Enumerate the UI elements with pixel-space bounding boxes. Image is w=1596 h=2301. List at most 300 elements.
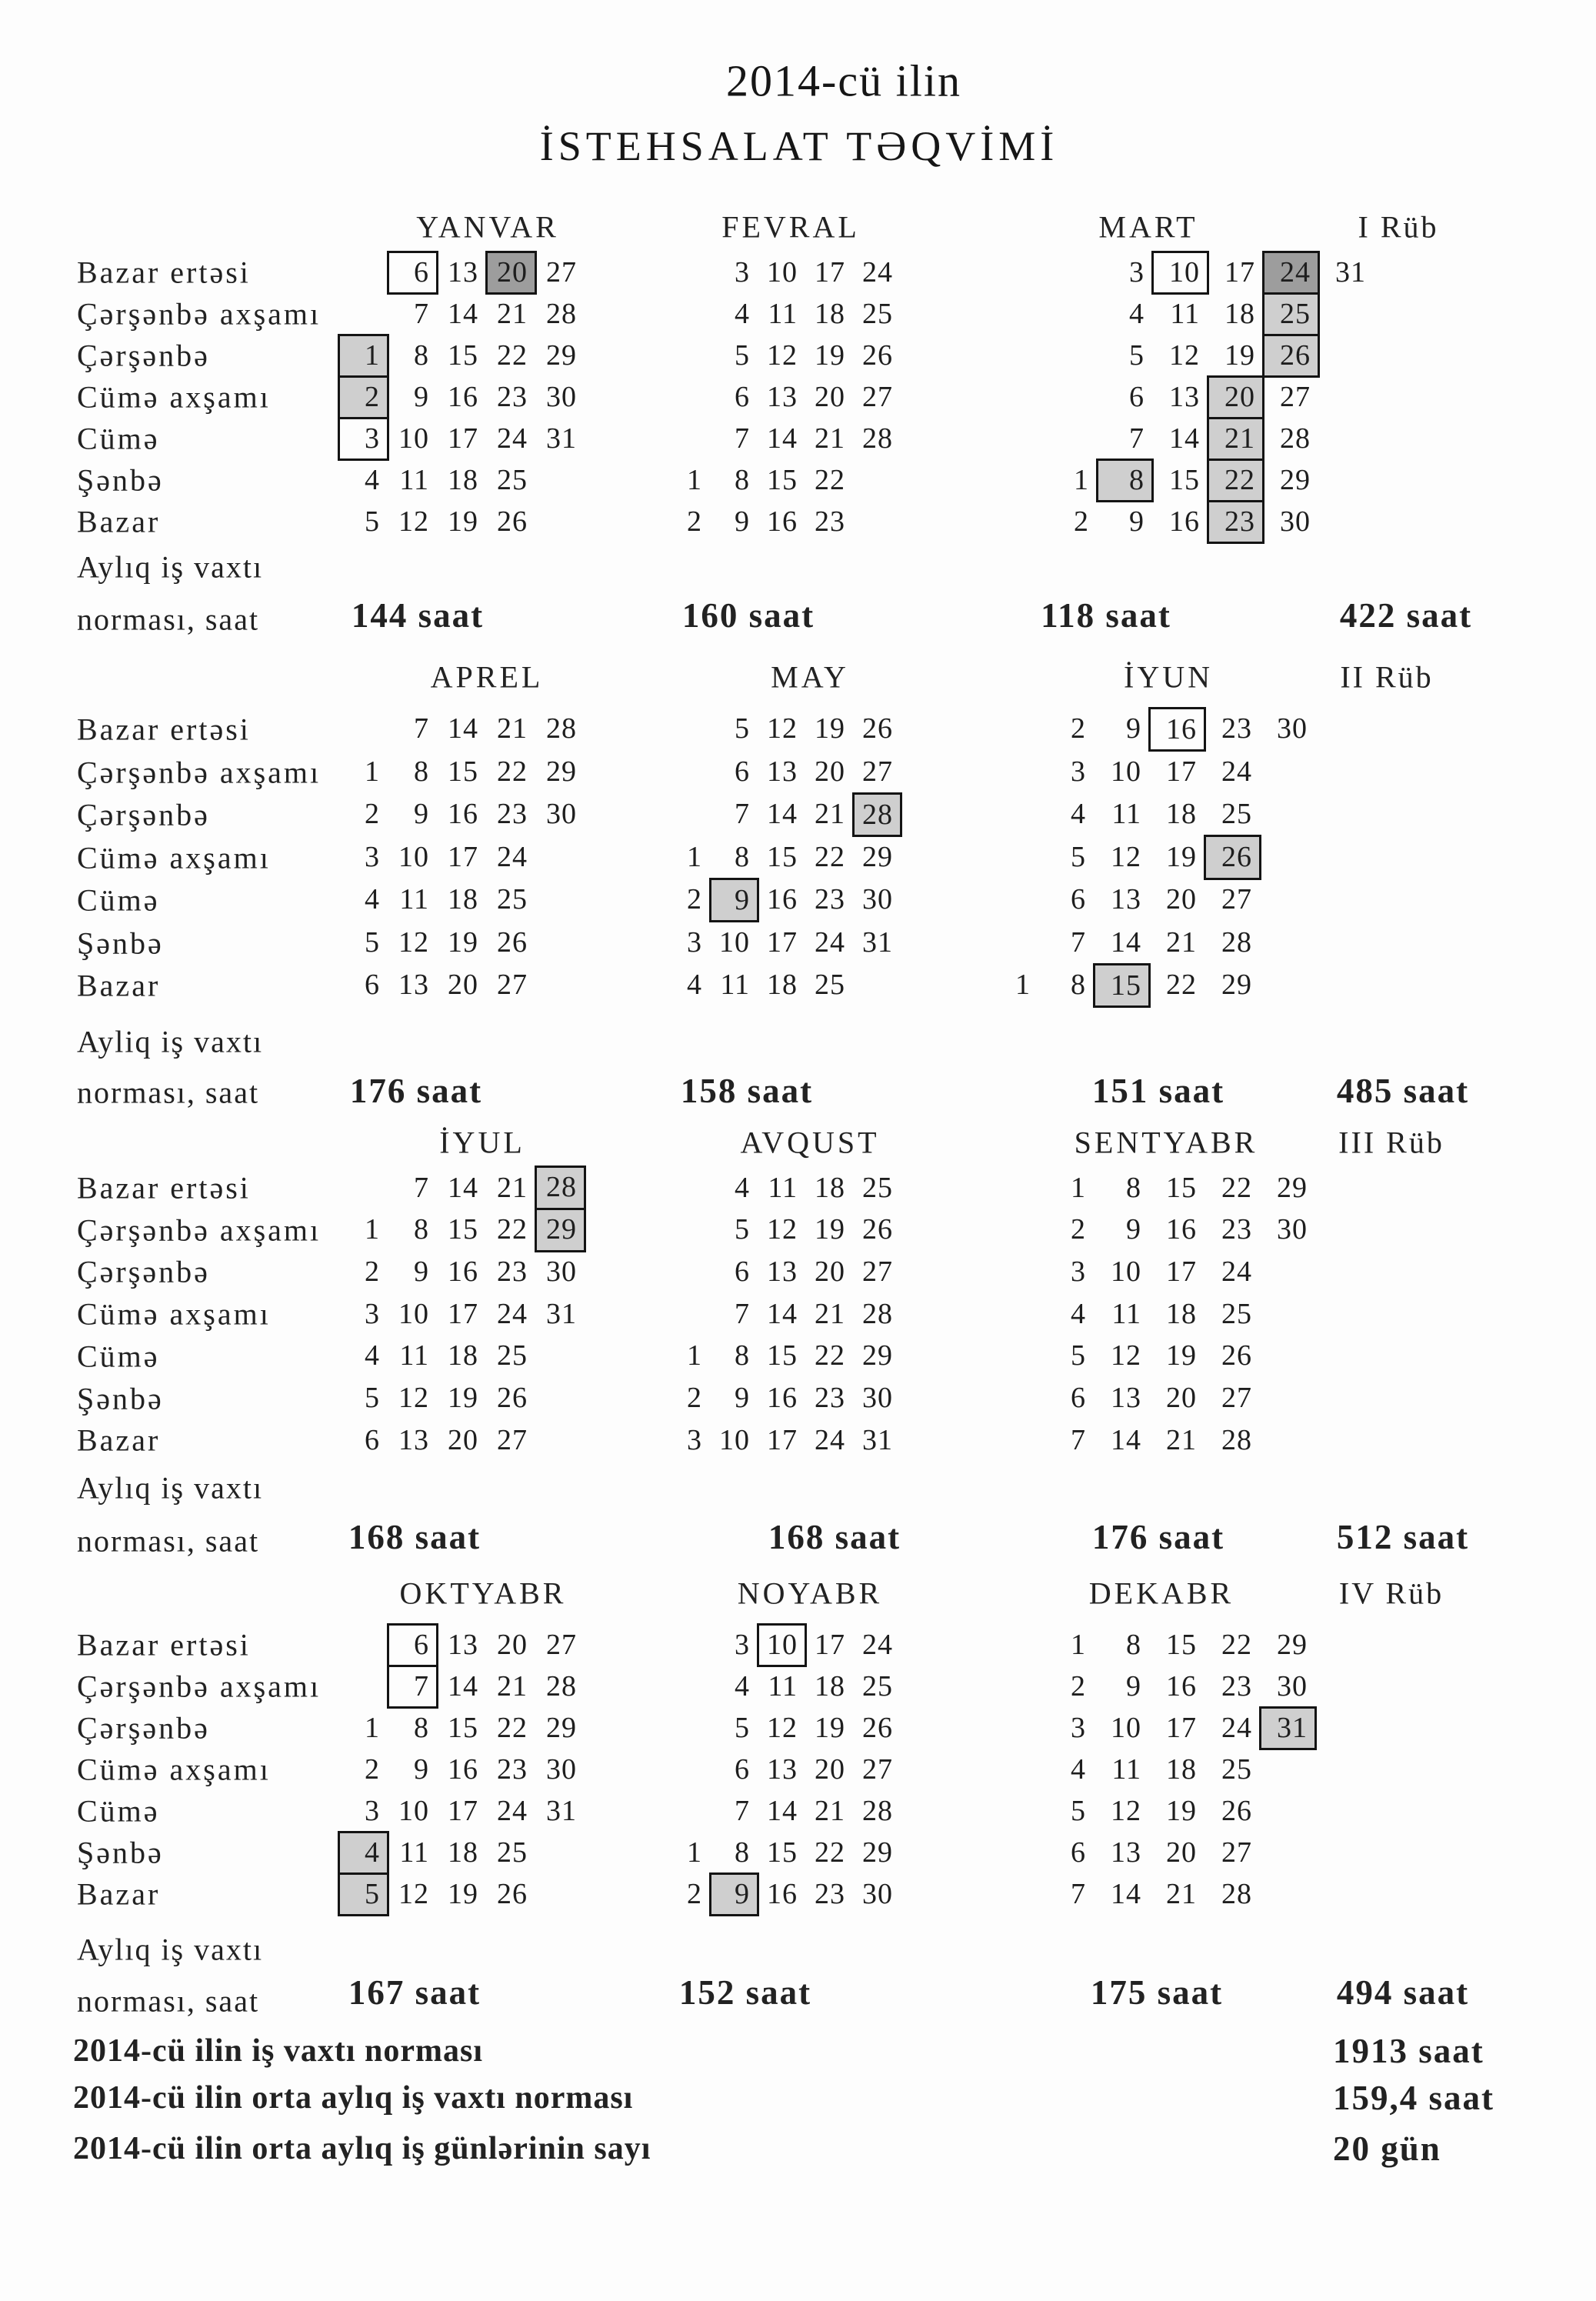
day-cell: 28 (546, 298, 577, 330)
day-cell: 21 (1166, 1878, 1197, 1910)
day-cell: 6 (735, 381, 750, 413)
day-cell: 25 (862, 1670, 893, 1702)
day-cell: 3 (1129, 256, 1145, 288)
day-cell: 28 (546, 1670, 577, 1702)
day-cell: 1 (365, 755, 380, 788)
day-cell: 20 (1166, 1836, 1197, 1869)
day-cell: 16 (767, 1878, 798, 1910)
day-cell: 6 (1071, 1836, 1086, 1869)
day-cell: 1 (1071, 1171, 1086, 1204)
day-cell: 15 (767, 1836, 798, 1869)
weekday-label: Çərşənbə axşamı (77, 296, 322, 332)
day-cell: 26 (497, 505, 528, 538)
day-cell-marked: 24 (1262, 251, 1320, 295)
day-cell: 23 (1221, 712, 1252, 745)
weekday-label: Bazar (77, 1876, 161, 1912)
day-cell: 1 (687, 1339, 702, 1372)
day-cell: 17 (815, 256, 845, 288)
day-cell: 23 (1221, 1670, 1252, 1702)
day-cell: 22 (497, 339, 528, 372)
month-name: DEKABR (1088, 1576, 1234, 1611)
day-cell: 5 (365, 505, 380, 538)
day-cell: 8 (1126, 1629, 1141, 1661)
weekday-label: Çərşənbə (77, 338, 210, 373)
day-cell-marked: 1 (338, 334, 389, 378)
day-cell: 16 (448, 1753, 478, 1786)
day-cell: 6 (1071, 1382, 1086, 1415)
day-cell: 28 (862, 1297, 893, 1330)
day-cell: 24 (815, 1423, 845, 1456)
day-cell: 22 (815, 840, 845, 873)
day-cell: 12 (1111, 1339, 1141, 1372)
day-cell: 12 (398, 1382, 429, 1415)
day-cell: 27 (1221, 883, 1252, 916)
day-cell: 19 (815, 1213, 845, 1246)
day-cell: 27 (862, 1256, 893, 1289)
day-cell: 28 (1221, 1423, 1252, 1456)
day-cell: 4 (1071, 1753, 1086, 1786)
day-cell: 21 (1166, 1423, 1197, 1456)
day-cell: 13 (1111, 1836, 1141, 1869)
day-cell: 4 (735, 1171, 750, 1204)
day-cell: 24 (815, 925, 845, 959)
day-cell: 10 (767, 256, 798, 288)
month-hours: 175 saat (1090, 1973, 1224, 2012)
day-cell-marked: 4 (338, 1831, 389, 1875)
quarter-hours: 494 saat (1336, 1973, 1470, 2012)
day-cell: 22 (1221, 1171, 1252, 1204)
day-cell: 8 (1126, 1171, 1141, 1204)
day-cell: 15 (448, 755, 478, 788)
day-cell: 10 (1111, 1256, 1141, 1289)
day-cell: 19 (448, 1382, 478, 1415)
day-cell: 27 (1280, 381, 1311, 413)
day-cell: 27 (497, 1423, 528, 1456)
day-cell: 2 (687, 505, 702, 538)
day-cell: 16 (448, 1256, 478, 1289)
day-cell: 22 (815, 464, 845, 496)
day-cell: 15 (1169, 464, 1200, 496)
day-cell: 2 (1071, 1670, 1086, 1702)
day-cell: 1 (365, 1213, 380, 1246)
day-cell: 17 (448, 422, 478, 455)
day-cell: 13 (1111, 883, 1141, 916)
day-cell: 18 (815, 298, 845, 330)
weekday-label: Cümə (77, 882, 160, 918)
weekday-label: Cümə (77, 1793, 160, 1829)
day-cell: 17 (448, 1297, 478, 1330)
day-cell: 7 (414, 712, 429, 745)
day-cell: 25 (862, 298, 893, 330)
weekday-label: Bazar (77, 504, 161, 539)
quarter-label: III Rüb (1338, 1125, 1444, 1160)
day-cell: 17 (1224, 256, 1255, 288)
day-cell: 29 (1277, 1171, 1308, 1204)
day-cell: 29 (546, 339, 577, 372)
day-cell: 27 (1221, 1836, 1252, 1869)
day-cell: 18 (1166, 1753, 1197, 1786)
day-cell: 15 (448, 1712, 478, 1744)
day-cell: 23 (497, 1256, 528, 1289)
day-cell: 19 (1224, 339, 1255, 372)
day-cell: 17 (815, 1629, 845, 1661)
day-cell: 14 (448, 298, 478, 330)
summary-value: 159,4 saat (1333, 2079, 1494, 2117)
quarter-hours: 485 saat (1336, 1072, 1470, 1110)
day-cell: 30 (862, 1878, 893, 1910)
day-cell: 20 (1166, 883, 1197, 916)
day-cell: 13 (448, 1629, 478, 1661)
day-cell: 3 (687, 925, 702, 959)
day-cell: 31 (1335, 256, 1366, 288)
month-hours: 158 saat (680, 1072, 814, 1110)
day-cell: 11 (768, 298, 798, 330)
day-cell: 16 (767, 1382, 798, 1415)
day-cell: 20 (1166, 1382, 1197, 1415)
day-cell: 5 (735, 712, 750, 745)
quarter-label: II Rüb (1340, 659, 1434, 695)
day-cell: 19 (815, 339, 845, 372)
weekday-label: Çərşənbə axşamı (77, 1669, 322, 1704)
day-cell: 12 (767, 712, 798, 745)
day-cell: 21 (1166, 925, 1197, 959)
day-cell: 25 (497, 1339, 528, 1372)
day-cell: 29 (1280, 464, 1311, 496)
day-cell: 2 (365, 1753, 380, 1786)
weekday-label: Şənbə (77, 925, 164, 960)
month-name: YANVAR (416, 209, 559, 245)
day-cell: 18 (1166, 798, 1197, 831)
month-hours: 152 saat (678, 1973, 812, 2012)
quarter-label: IV Rüb (1338, 1576, 1444, 1611)
day-cell: 29 (862, 840, 893, 873)
day-cell: 1 (365, 1712, 380, 1744)
day-cell: 14 (767, 1795, 798, 1827)
day-cell: 2 (365, 1256, 380, 1289)
weekday-label: Bazar ertəsi (77, 255, 251, 290)
day-cell: 5 (1129, 339, 1145, 372)
day-cell: 10 (719, 1423, 750, 1456)
day-cell: 2 (1074, 505, 1089, 538)
day-cell: 5 (1071, 1795, 1086, 1827)
day-cell: 1 (1071, 1629, 1086, 1661)
day-cell: 6 (735, 1256, 750, 1289)
day-cell: 23 (497, 798, 528, 831)
day-cell: 24 (497, 422, 528, 455)
day-cell: 25 (497, 883, 528, 916)
day-cell-marked: 10 (757, 1623, 807, 1667)
day-cell: 27 (546, 1629, 577, 1661)
day-cell: 18 (448, 464, 478, 496)
day-cell: 8 (735, 1836, 750, 1869)
quarter-label: I Rüb (1358, 209, 1439, 245)
day-cell: 5 (735, 339, 750, 372)
day-cell: 3 (365, 1795, 380, 1827)
weekday-label: Şənbə (77, 1381, 164, 1416)
day-cell: 8 (414, 755, 429, 788)
day-cell: 29 (862, 1339, 893, 1372)
day-cell: 2 (687, 883, 702, 916)
day-cell: 23 (815, 505, 845, 538)
day-cell: 14 (448, 1171, 478, 1204)
weekday-label: Şənbə (77, 462, 164, 498)
weekday-label: Çərşənbə (77, 1710, 210, 1746)
day-cell-marked: 29 (535, 1208, 586, 1252)
day-cell: 31 (862, 1423, 893, 1456)
day-cell: 27 (546, 256, 577, 288)
day-cell: 21 (815, 798, 845, 831)
day-cell-marked: 31 (1259, 1706, 1317, 1750)
norm-label: norması, saat (77, 1075, 260, 1110)
day-cell: 7 (735, 1297, 750, 1330)
day-cell: 8 (414, 339, 429, 372)
month-name: APREL (430, 659, 544, 695)
day-cell: 25 (1221, 1297, 1252, 1330)
day-cell: 10 (1111, 755, 1141, 788)
day-cell: 15 (767, 840, 798, 873)
day-cell: 10 (398, 1297, 429, 1330)
norm-label: Aylıq iş vaxtı (77, 1932, 264, 1967)
day-cell: 13 (398, 969, 429, 1002)
day-cell: 29 (1221, 969, 1252, 1002)
day-cell: 11 (399, 464, 429, 496)
day-cell: 6 (365, 1423, 380, 1456)
day-cell: 13 (767, 755, 798, 788)
month-name: MART (1098, 209, 1198, 245)
day-cell: 24 (497, 840, 528, 873)
day-cell: 15 (448, 339, 478, 372)
day-cell: 11 (1111, 798, 1141, 831)
day-cell: 6 (735, 1753, 750, 1786)
day-cell: 11 (768, 1171, 798, 1204)
day-cell: 8 (414, 1712, 429, 1744)
day-cell: 29 (1277, 1629, 1308, 1661)
summary-label: 2014-cü ilin orta aylıq iş vaxtı norması (73, 2080, 634, 2116)
day-cell: 30 (546, 1256, 577, 1289)
day-cell-marked: 15 (1093, 963, 1151, 1009)
day-cell: 20 (448, 969, 478, 1002)
day-cell: 18 (767, 969, 798, 1002)
day-cell: 19 (448, 1878, 478, 1910)
weekday-label: Cümə axşamı (77, 1752, 271, 1787)
day-cell: 14 (448, 712, 478, 745)
day-cell: 13 (767, 1753, 798, 1786)
month-name: SENTYABR (1074, 1125, 1258, 1160)
day-cell: 1 (687, 1836, 702, 1869)
day-cell: 15 (448, 1213, 478, 1246)
summary-label: 2014-cü ilin iş vaxtı norması (73, 2033, 484, 2069)
day-cell: 18 (1166, 1297, 1197, 1330)
day-cell-marked: 20 (485, 251, 537, 295)
norm-label: norması, saat (77, 1523, 260, 1559)
day-cell: 2 (687, 1382, 702, 1415)
day-cell: 10 (719, 925, 750, 959)
day-cell: 20 (815, 1256, 845, 1289)
day-cell: 19 (1166, 1795, 1197, 1827)
day-cell: 12 (398, 925, 429, 959)
day-cell: 3 (365, 1297, 380, 1330)
month-name: FEVRAL (721, 209, 860, 245)
day-cell: 2 (365, 798, 380, 831)
day-cell: 14 (767, 422, 798, 455)
day-cell: 23 (497, 381, 528, 413)
day-cell: 7 (735, 422, 750, 455)
day-cell: 27 (862, 1753, 893, 1786)
day-cell: 20 (448, 1423, 478, 1456)
day-cell: 22 (1221, 1629, 1252, 1661)
day-cell: 9 (1126, 1670, 1141, 1702)
day-cell: 16 (767, 505, 798, 538)
weekday-label: Çərşənbə (77, 1254, 210, 1289)
day-cell: 12 (1111, 1795, 1141, 1827)
day-cell-marked: 6 (387, 1623, 438, 1667)
day-cell: 23 (1221, 1213, 1252, 1246)
day-cell-marked: 20 (1207, 375, 1264, 419)
day-cell: 20 (815, 755, 845, 788)
day-cell-marked: 25 (1262, 292, 1320, 336)
summary-value: 1913 saat (1333, 2032, 1484, 2070)
day-cell: 20 (497, 1629, 528, 1661)
day-cell: 21 (497, 298, 528, 330)
day-cell: 21 (815, 1297, 845, 1330)
day-cell: 7 (1071, 925, 1086, 959)
day-cell: 4 (735, 1670, 750, 1702)
day-cell: 11 (1111, 1753, 1141, 1786)
day-cell: 17 (1166, 1256, 1197, 1289)
day-cell: 7 (1129, 422, 1145, 455)
day-cell-marked: 7 (387, 1665, 438, 1709)
day-cell-marked: 10 (1151, 251, 1209, 295)
day-cell: 22 (497, 755, 528, 788)
day-cell: 10 (398, 840, 429, 873)
day-cell: 10 (398, 1795, 429, 1827)
day-cell: 18 (448, 883, 478, 916)
weekday-label: Cümə axşamı (77, 840, 271, 875)
month-name: OKTYABR (399, 1576, 567, 1611)
day-cell: 24 (1221, 1256, 1252, 1289)
day-cell: 29 (546, 1712, 577, 1744)
day-cell-marked: 9 (709, 878, 759, 923)
day-cell: 7 (735, 798, 750, 831)
day-cell: 22 (497, 1712, 528, 1744)
day-cell: 8 (735, 1339, 750, 1372)
calendar-year-title: 2014-cü ilin (726, 55, 961, 106)
day-cell: 10 (398, 422, 429, 455)
weekday-label: Cümə axşamı (77, 1296, 271, 1332)
day-cell: 31 (862, 925, 893, 959)
day-cell: 13 (1111, 1382, 1141, 1415)
month-name: MAY (771, 659, 849, 695)
day-cell: 9 (414, 798, 429, 831)
day-cell: 25 (497, 1836, 528, 1869)
day-cell: 4 (735, 298, 750, 330)
day-cell: 26 (862, 712, 893, 745)
day-cell: 5 (735, 1213, 750, 1246)
day-cell: 28 (862, 1795, 893, 1827)
day-cell-marked: 23 (1207, 500, 1264, 544)
day-cell: 19 (815, 1712, 845, 1744)
day-cell: 26 (862, 339, 893, 372)
day-cell: 12 (398, 1878, 429, 1910)
day-cell: 17 (448, 1795, 478, 1827)
day-cell: 4 (365, 464, 380, 496)
day-cell: 7 (414, 298, 429, 330)
day-cell: 2 (1071, 712, 1086, 745)
day-cell: 31 (546, 422, 577, 455)
day-cell: 29 (862, 1836, 893, 1869)
day-cell: 22 (497, 1213, 528, 1246)
day-cell: 30 (546, 798, 577, 831)
day-cell: 26 (862, 1213, 893, 1246)
weekday-label: Şənbə (77, 1835, 164, 1870)
day-cell: 22 (815, 1339, 845, 1372)
day-cell: 4 (365, 1339, 380, 1372)
day-cell: 4 (687, 969, 702, 1002)
day-cell: 30 (546, 381, 577, 413)
day-cell: 2 (1071, 1213, 1086, 1246)
day-cell: 19 (448, 505, 478, 538)
month-hours: 151 saat (1091, 1072, 1225, 1110)
weekday-label: Çərşənbə axşamı (77, 1212, 322, 1248)
day-cell: 9 (414, 381, 429, 413)
day-cell: 24 (497, 1795, 528, 1827)
day-cell: 13 (398, 1423, 429, 1456)
day-cell: 28 (546, 712, 577, 745)
day-cell: 28 (1221, 925, 1252, 959)
weekday-label: Bazar ertəsi (77, 1627, 251, 1662)
day-cell: 30 (862, 1382, 893, 1415)
day-cell: 12 (1169, 339, 1200, 372)
day-cell: 13 (448, 256, 478, 288)
day-cell: 28 (1280, 422, 1311, 455)
day-cell: 19 (815, 712, 845, 745)
day-cell-marked: 5 (338, 1872, 389, 1916)
month-hours: 176 saat (349, 1072, 483, 1110)
month-name: İYUN (1124, 659, 1213, 695)
day-cell: 13 (767, 1256, 798, 1289)
day-cell: 30 (1277, 1213, 1308, 1246)
weekday-label: Çərşənbə axşamı (77, 755, 322, 789)
day-cell: 14 (767, 1297, 798, 1330)
day-cell-marked: 28 (852, 792, 902, 838)
day-cell: 11 (768, 1670, 798, 1702)
day-cell: 16 (1166, 1213, 1197, 1246)
month-hours: 167 saat (348, 1973, 481, 2012)
day-cell: 14 (1111, 1878, 1141, 1910)
day-cell: 14 (1111, 925, 1141, 959)
month-name: AVQUST (740, 1125, 880, 1160)
day-cell: 1 (1074, 464, 1089, 496)
calendar-title: İSTEHSALAT TƏQVİMİ (539, 123, 1059, 169)
weekday-label: Bazar ertəsi (77, 1170, 251, 1206)
day-cell: 5 (365, 925, 380, 959)
day-cell: 20 (815, 381, 845, 413)
day-cell: 27 (862, 381, 893, 413)
weekday-label: Cümə (77, 421, 160, 456)
day-cell: 20 (815, 1753, 845, 1786)
day-cell-marked: 22 (1207, 459, 1264, 502)
day-cell: 30 (1277, 712, 1308, 745)
day-cell: 17 (767, 925, 798, 959)
day-cell: 16 (448, 381, 478, 413)
day-cell-marked: 9 (709, 1872, 759, 1916)
day-cell: 28 (1221, 1878, 1252, 1910)
day-cell-marked: 21 (1207, 417, 1264, 461)
day-cell: 17 (767, 1423, 798, 1456)
day-cell: 1 (1015, 969, 1031, 1002)
weekday-label: Çərşənbə (77, 797, 210, 832)
summary-label: 2014-cü ilin orta aylıq iş günlərinin sayı (73, 2131, 651, 2166)
